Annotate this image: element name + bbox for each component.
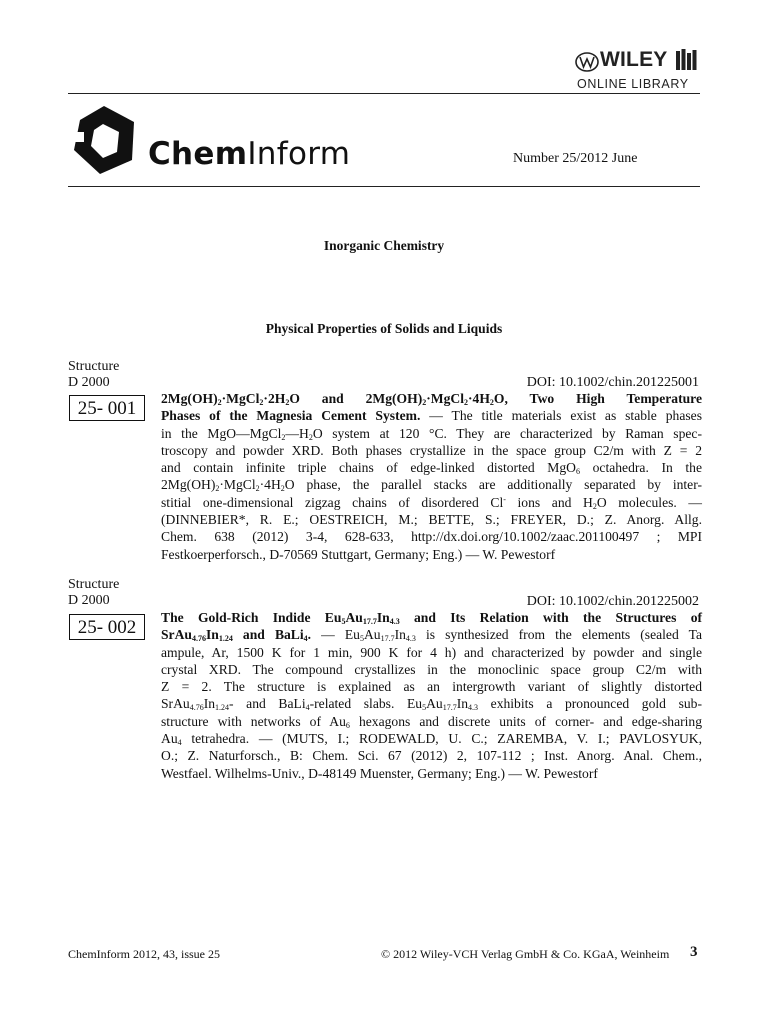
subsection-heading: Physical Properties of Solids and Liquids [265,321,503,336]
abstract-line: $SrAu_{4.76}In_{1.24}$ and BaLi$_4$. — $Eu_5Au_{17.7}In_{4.3}$ is synthesized from the elements (sealed Ta [161,627,702,644]
abstract-line: ampule, Ar, 1500 K for 1 min, 900 K for 4 h) and characterized by powder and single [161,644,702,660]
entry-1-doi: DOI: 10.1002/chin.201225001 [526,375,699,390]
cheminform-wordmark [148,136,350,172]
header-rule-top [68,93,700,94]
abstract-line: $Au_4$ tetrahedra. — (MUTS, I.; RODEWALD, U. C.; ZAREMBA, V. I.; PAVLOSYUK, [161,731,702,748]
abstract-line: Phases of the Magnesia Cement System. — The title materials exist as stable phases [161,408,702,424]
abstract-line: crystal XRD. The compound crystallizes in the monoclinic space group C2/m with [161,661,702,677]
entry-1-number: 25- 001 [69,395,145,421]
abstract-line: troscopy and powder XRD. Both phases crystallize in the space group C2/m with Z = 2 [161,442,702,458]
publisher-name: WILEY [600,48,668,71]
abstract-line: in the $MgO—MgCl_2—H_2O$ system at 120 °C. They are characterized by Raman spec- [161,425,702,442]
entry-2-category [68,577,119,609]
footer-copyright: © 2012 Wiley-VCH Verlag GmbH & Co. KGaA, Weinheim [381,947,670,961]
entry-1-abstract [161,390,702,563]
section-heading: Inorganic Chemistry [323,238,445,253]
entry-2-abstract [161,609,702,782]
abstract-line: (DINNEBIER*, R. E.; OESTREICH, M.; BETTE, S.; FREYER, D.; Z. Anorg. Allg. [161,512,702,528]
entry-1-category [68,359,119,391]
wiley-online-library-logo [575,46,701,92]
abstract-line: structure with networks of $Au_6$ hexagons and discrete units of corner- and edge-sharing [161,713,702,730]
entry-2-number: 25- 002 [69,614,145,640]
page-number: 3 [690,944,698,960]
wiley-emblem-icon [575,52,599,72]
abstract-line: The Gold-Rich Indide $Eu_5Au_{17.7}In_{4.3}$ and Its Relation with the Structures of [161,610,703,626]
header-rule-bottom [68,186,700,187]
cheminform-pentagon-icon [70,102,138,178]
abstract-line: stitial one-dimensional zigzag chains of disordered Cl- ions and $H_2O$ molecules. — [161,494,703,511]
category-code: D 2000 [68,593,110,608]
issue-number: Number 25/2012 June [513,151,638,166]
wordmark-bold: Chem [148,136,248,172]
abstract-line: Z = 2. The structure is explained as an intergrowth variant of slightly distorted [161,679,702,695]
abstract-line: O.; Z. Naturforsch., B: Chem. Sci. 67 (2012) 2, 107-112 ; Inst. Anorg. Anal. Chem., [161,748,702,764]
category-label: Structure [68,577,120,592]
abstract-line: $2Mg(OH)_2\cdot MgCl_2\cdot 4H_2O$ phase, the parallel stacks are additionally separated by inter- [161,477,702,494]
abstract-line: and contain infinite triple chains of edge-linked distorted MgO$_6$ octahedra. In the [161,460,703,477]
abstract-line: $2Mg(OH)_2\cdot MgCl_2\cdot 2H_2O$ and $2Mg(OH)_2\cdot MgCl_2\cdot 4H_2O$, Two High Temperature [161,391,702,407]
abstract-line: Chem. 638 (2012) 3-4, 628-633, http://dx.doi.org/10.1002/zaac.201100497 ; MPI [161,529,702,545]
books-icon [675,48,699,72]
abstract-line: Westfael. Wilhelms-Univ., D-48149 Muenster, Germany; Eng.) — W. Pewestorf [161,765,598,781]
abstract-line: $SrAu_{4.76}In_{1.24}-$ and BaLi$_4$-related slabs. $Eu_5Au_{17.7}In_{4.3}$ exhibits a pronounced gold sub- [161,696,702,713]
footer-citation: ChemInform 2012, 43, issue 25 [68,947,220,961]
entry-2-doi: DOI: 10.1002/chin.201225002 [526,594,699,609]
wordmark-light: Inform [247,136,351,172]
category-label: Structure [68,359,120,374]
online-library-label: ONLINE LIBRARY [577,77,689,91]
category-code: D 2000 [68,375,110,390]
abstract-line: Festkoerperforsch., D-70569 Stuttgart, Germany; Eng.) — W. Pewestorf [161,546,556,562]
